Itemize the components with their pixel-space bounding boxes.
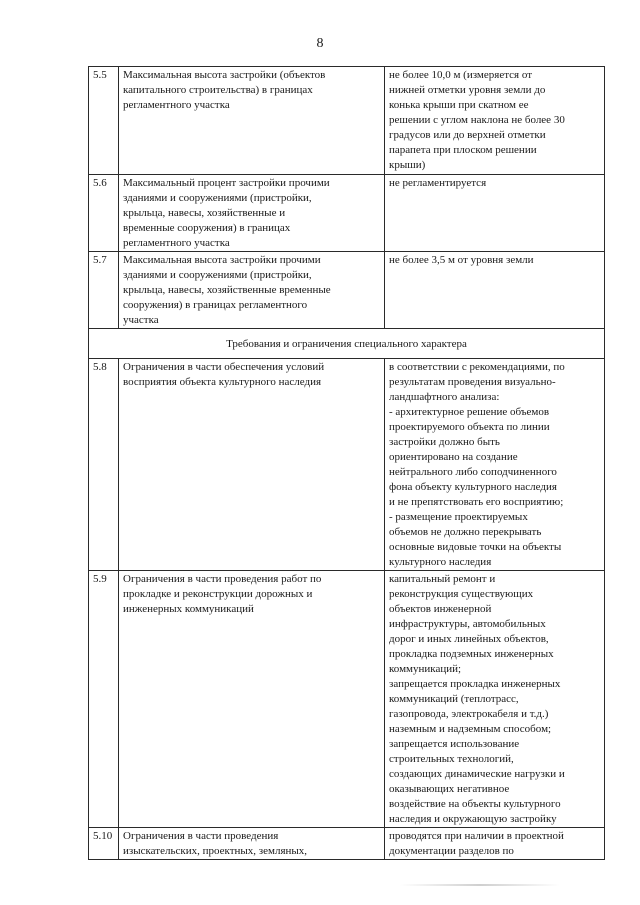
parameter-name: Максимальный процент застройки прочими зданиями и сооружениями (пристройки, крыльца, навесы, хозяйственные и временные сооружения) в границах регламентного участка (119, 175, 385, 252)
parameter-name: Максимальная высота застройки (объектов капитального строительства) в границах регламентного участка (119, 67, 385, 175)
section-heading: Требования и ограничения специального характера (89, 329, 605, 359)
parameter-name: Максимальная высота застройки прочими зданиями и сооружениями (пристройки, крыльца, навесы, хозяйственные временные сооружения) в границах регламентного участка (119, 252, 385, 329)
scan-artifact (400, 884, 560, 886)
table-row (89, 571, 605, 828)
parameter-name: Ограничения в части проведения изыскательских, проектных, земляных, (119, 828, 385, 860)
section-heading-row (89, 329, 605, 359)
table-row (89, 828, 605, 860)
item-number: 5.5 (89, 67, 119, 175)
parameter-value: не более 3,5 м от уровня земли (385, 252, 605, 329)
regulations-table (88, 66, 605, 860)
table-row (89, 67, 605, 175)
parameter-name: Ограничения в части проведения работ по прокладке и реконструкции дорожных и инженерных коммуникаций (119, 571, 385, 828)
item-number: 5.9 (89, 571, 119, 828)
item-number: 5.8 (89, 359, 119, 571)
parameter-value: в соответствии с рекомендациями, по результатам проведения визуально- ландшафтного анализа: - архитектурное решение объемов проектируемого объекта по линии застройки должно быть ориентировано на создание нейтрального либо соподчиненного фона объекту культурного наследия и не препятствовать его восприятию; - размещение проектируемых объемов не должно перекрывать основные видовые точки на объекты культурного наследия (385, 359, 605, 571)
table-row (89, 252, 605, 329)
parameter-value: не регламентируется (385, 175, 605, 252)
table-row (89, 175, 605, 252)
parameter-value: капитальный ремонт и реконструкция существующих объектов инженерной инфраструктуры, автомобильных дорог и иных линейных объектов, прокладка подземных инженерных коммуникаций; запрещается прокладка инженерных коммуникаций (теплотрасс, газопровода, электрокабеля и т.д.) наземным и надземным способом; запрещается использование строительных технологий, создающих динамические нагрузки и оказывающих негативное воздействие на объекты культурного наследия и окружающую застройку (385, 571, 605, 828)
parameter-name: Ограничения в части обеспечения условий восприятия объекта культурного наследия (119, 359, 385, 571)
parameter-value: проводятся при наличии в проектной документации разделов по (385, 828, 605, 860)
table-row (89, 359, 605, 571)
item-number: 5.7 (89, 252, 119, 329)
page-number: 8 (316, 36, 324, 51)
parameter-value: не более 10,0 м (измеряется от нижней отметки уровня земли до конька крыши при скатном ее решении с углом наклона не более 30 градусов или до верхней отметки парапета при плоском решении крыши) (385, 67, 605, 175)
item-number: 5.10 (89, 828, 119, 860)
item-number: 5.6 (89, 175, 119, 252)
